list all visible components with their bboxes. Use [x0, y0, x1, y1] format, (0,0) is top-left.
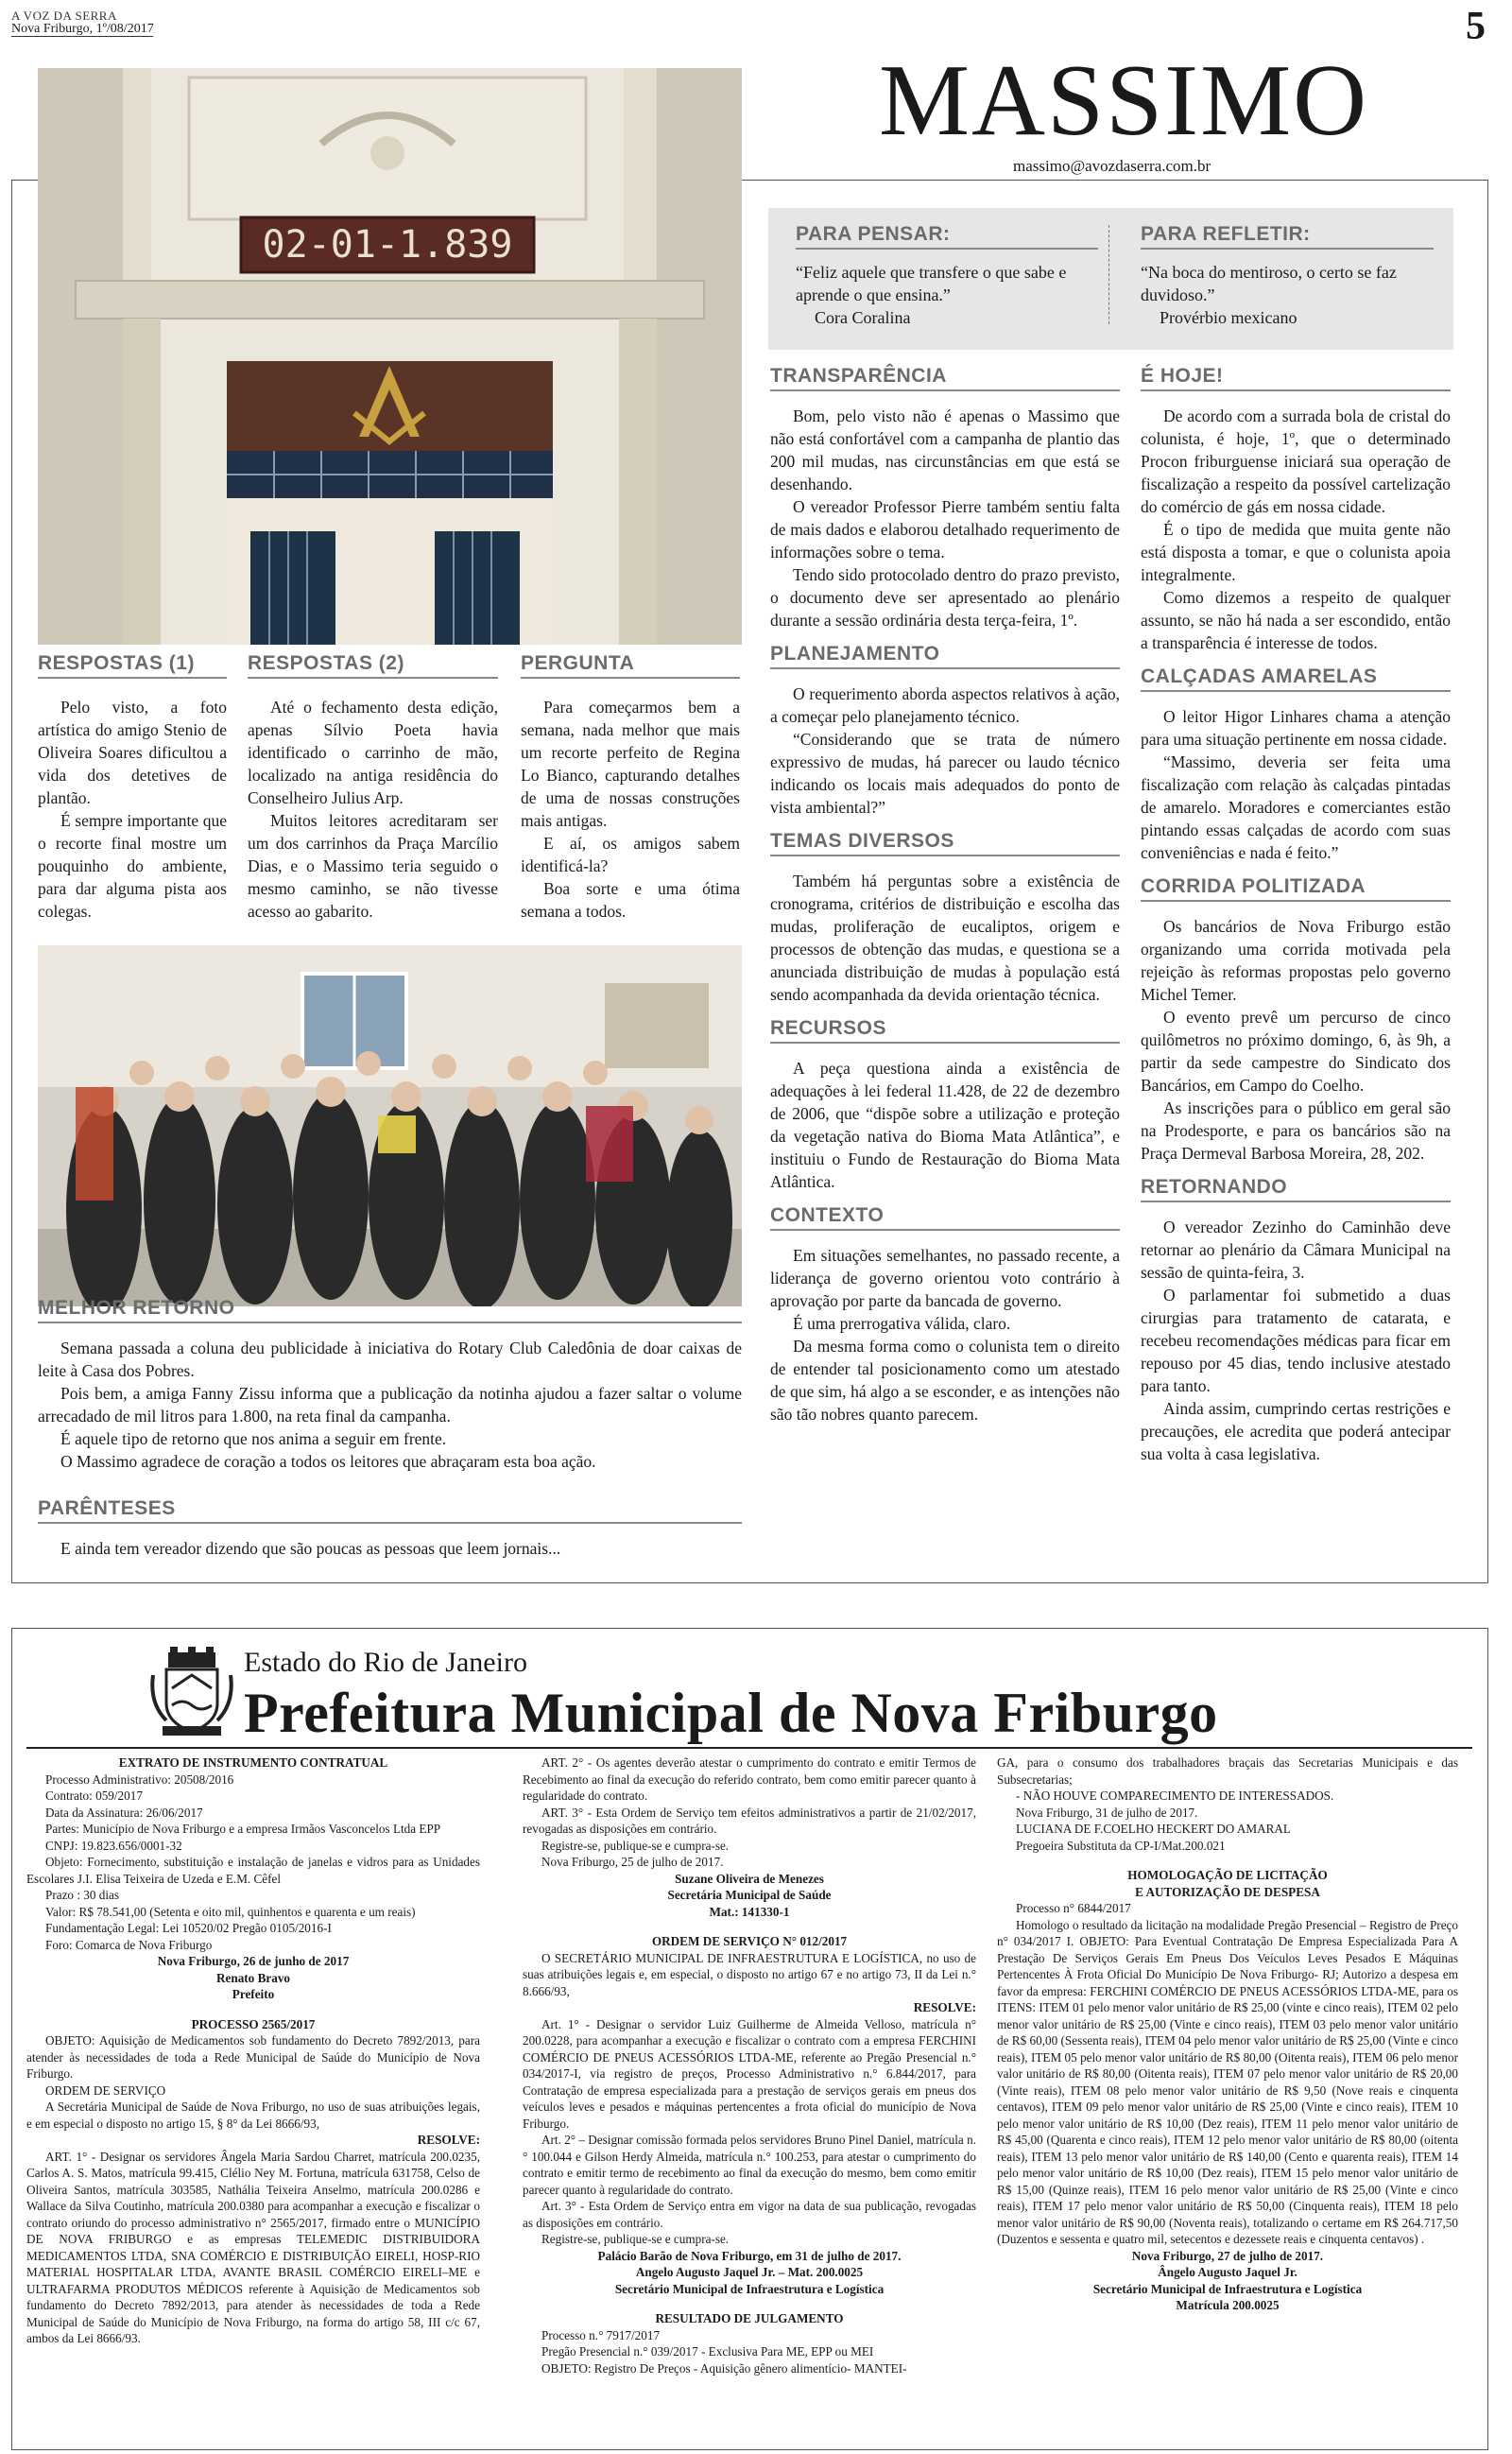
notice-line: Nova Friburgo, 26 de junho de 2017 [157, 1954, 350, 1968]
para-pensar [796, 223, 1098, 329]
notice-line: Processo n° 6844/2017 [1016, 1901, 1131, 1915]
respostas2-title: RESPOSTAS (2) [248, 652, 498, 679]
para-refletir-author: Provérbio mexicano [1160, 308, 1297, 327]
paragraph: Em situações semelhantes, no passado recente, a liderança de governo orientou voto contrário à aprovação por parte da bancada de governo. [770, 1246, 1120, 1310]
page-header [11, 9, 389, 36]
paragraph: O vereador Zezinho do Caminhão deve retornar ao plenário da Câmara Municipal na sessão de quinta-feira, 3. [1141, 1218, 1451, 1282]
notice-line: Nova Friburgo, 31 de julho de 2017. [1016, 1805, 1198, 1820]
prefeitura-state: Estado do Rio de Janeiro [244, 1647, 527, 1678]
notice-line: Registre-se, publique-se e cumpra-se. [541, 2232, 730, 2246]
contexto-title: CONTEXTO [770, 1204, 1120, 1231]
prefeitura-column-2 [523, 1754, 976, 2376]
notice-line: Ângelo Augusto Jaquel Jr. [1158, 2265, 1297, 2279]
notice-line: GA, para o consumo dos trabalhadores braçais das Secretarias Municipais e das Subsecretarias; [997, 1755, 1458, 1787]
respostas1-title: RESPOSTAS (1) [38, 652, 227, 679]
middle-column [770, 365, 1120, 1426]
notice-line: HOMOLOGAÇÃO DE LICITAÇÃO [1127, 1868, 1328, 1882]
notice-line: Contrato: 059/2017 [45, 1789, 143, 1803]
notice-line: Processo n.° 7917/2017 [541, 2327, 661, 2342]
paragraph: Como dizemos a respeito de qualquer assunto, se não há nada a ser escondido, então a transparência é interesse de todos. [1141, 588, 1451, 652]
notice-line: Data da Assinatura: 26/06/2017 [45, 1805, 203, 1820]
notice-line: Art. 2° – Designar comissão formada pelos servidores Bruno Pinel Daniel, matrícula n.° 100.044 e Gilson Herdy Almeida, matrícula n.° 100.253, para atestar o cumprimento do contrato e emitir termo de recebimento ao final da execução do mesmo, bem como emitir parecer quanto à regularidade do contrato. [523, 2133, 976, 2197]
paragraph: Boa sorte e uma ótima semana a todos. [521, 879, 740, 921]
parenteses-section [38, 1497, 742, 1560]
column-title: MASSIMO [879, 44, 1369, 157]
paragraph: O requerimento aborda aspectos relativos à ação, a começar pelo planejamento técnico. [770, 684, 1120, 726]
notice-line: Fundamentação Legal: Lei 10520/02 Pregão 0105/2016-I [45, 1921, 332, 1935]
paragraph: E aí, os amigos sabem identificá-la? [521, 834, 740, 875]
notice-line: Objeto: Fornecimento, substituição e instalação de janelas e vidros para as Unidades Escolares J.I. Elisa Teixeira de Uzeda e E.M. Cêfel [26, 1855, 480, 1886]
notice-line: RESULTADO DE JULGAMENTO [655, 2311, 844, 2325]
recursos-title: RECURSOS [770, 1017, 1120, 1044]
notice-line: Nova Friburgo, 27 de julho de 2017. [1131, 2248, 1324, 2263]
paragraph: “Considerando que se trata de número expressivo de mudas, há parecer ou laudo técnico indicando os locais mais adequados do ponto de vista ambiental?” [770, 730, 1120, 817]
notice-line: Renato Bravo [215, 1970, 291, 1985]
paragraph: É sempre importante que o recorte final mostre um pouquinho do ambiente, para dar alguma pista aos colegas. [38, 811, 227, 921]
para-refletir-title: PARA REFLETIR: [1141, 223, 1434, 250]
page-number: 5 [1466, 5, 1486, 48]
notice-line: RESOLVE: [913, 2000, 976, 2014]
paragraph: Semana passada a coluna deu publicidade à iniciativa do Rotary Club Caledônia de doar caixas de leite à Casa dos Pobres. [38, 1339, 742, 1380]
notice-line: ART. 3° - Esta Ordem de Serviço tem efeitos administrativos a partir de 21/02/2017, revogadas as disposições em contrário. [523, 1805, 976, 1836]
notice-line: Valor: R$ 78.541,00 (Setenta e oito mil, quinhentos e quarenta e um reais) [45, 1904, 416, 1919]
date-line: Nova Friburgo, 1º/08/2017 [11, 22, 154, 36]
paragraph: Bom, pelo visto não é apenas o Massimo que não está confortável com a campanha de plantio das 200 mil mudas, nas circunstâncias em que está se desenhando. [770, 406, 1120, 493]
notice-line: A Secretária Municipal de Saúde de Nova Friburgo, no uso de suas atribuições legais, e em especial o disposto no artigo 15, § 8° da Lei 8666/93, [26, 2100, 480, 2131]
building-photo [38, 68, 742, 645]
notice-line: EXTRATO DE INSTRUMENTO CONTRATUAL [118, 1755, 388, 1770]
melhor-retorno-section [38, 1297, 742, 1473]
notice-line: OBJETO: Aquisição de Medicamentos sob fundamento do Decreto 7892/2013, para atender às necessidades de toda a Rede Municipal de Saúde do Município de Nova Friburgo. [26, 2033, 480, 2081]
paragraph: O parlamentar foi submetido a duas cirurgias para tratamento de catarata, e recebeu recomendações médicas para ficar em repouso por 45 dias, tendo inclusive atestado para tanto. [1141, 1286, 1451, 1395]
paragraph: É o tipo de medida que muita gente não está disposta a tomar, e que o colunista apoia integralmente. [1141, 520, 1451, 584]
paragraph: Muitos leitores acreditaram ser um dos carrinhos da Praça Marcílio Dias, e o Massimo teria seguido o mesmo caminho, se não tivesse acesso ao gabarito. [248, 811, 498, 921]
para-pensar-author: Cora Coralina [815, 308, 911, 327]
paragraph: Ainda assim, cumprindo certas restrições e precauções, ele acredita que poderá antecipar sua volta à casa legislativa. [1141, 1399, 1451, 1463]
melhor-retorno-title: MELHOR RETORNO [38, 1297, 742, 1323]
notice-line: Partes: Município de Nova Friburgo e a empresa Irmãos Vasconcelos Ltda EPP [45, 1822, 441, 1836]
notice-line: Pregão Presencial n.° 039/2017 - Exclusiva Para ME, EPP ou MEI [541, 2344, 874, 2359]
notice-line: Suzane Oliveira de Menezes [675, 1871, 824, 1886]
transparencia-title: TRANSPARÊNCIA [770, 365, 1120, 391]
notice-line: PROCESSO 2565/2017 [191, 2016, 316, 2031]
pergunta-section [521, 652, 740, 923]
notice-line: Homologo o resultado da licitação na modalidade Pregão Presencial – Registro de Preço n° 034/2017 I. OBJETO: Para Eventual Contratação De Empresa Especializada Para A Prestação De Serviços Gerais Em Pneus Dos Veículos Leves Pesados E Máquinas Pertencentes À Frota Oficial Do Município De Nova Friburgo- RJ; Autorizo a despesa em favor da empresa: FERCHINI COMÉRCIO DE PNEUS ACESSÓRIOS LTDA-ME, para os ITENS: ITEM 01 pelo menor valor unitário de R$ 25,00 (vinte e cinco reais), ITEM 02 pelo menor valor unitário de R$ 25,00 (Vinte e cinco reais), ITEM 03 pelo menor valor unitário de R$ 60,00 (Sessenta reais), ITEM 04 pelo menor valor unitário de R$ 25,00 (Vinte e cinco reais), ITEM 05 pelo menor valor unitário de R$ 80,00 (Oitenta reais), ITEM 06 pelo menor valor unitário de R$ 80,00 (Oitenta reais), ITEM 07 pelo menor valor unitário de R$ 20,00 (Vinte reais), ITEM 08 pelo menor valor unitário de R$ 9,50 (Nove reais e cinquenta centavos), ITEM 09 pelo menor valor unitário de R$ 25,00 (Vinte e cinco reais), ITEM 10 pelo menor valor unitário de R$ 10,00 (Dez reais), ITEM 11 pelo menor valor unitário de R$ 45,00 (Quarenta e cinco reais), ITEM 12 pelo menor valor unitário de R$ 80,00 (oitenta reais), ITEM 13 pelo menor valor unitário de R$ 140,00 (Cento e quarenta reais), ITEM 14 pelo menor valor unitário de R$ 10,00 (Dez reais), ITEM 15 pelo menor valor unitário de R$ 15,00 (Quinze reais), ITEM 16 pelo menor valor unitário de R$ 25,00 (Vinte e cinco reais), ITEM 17 pelo menor valor unitário de R$ 50,00 (Cinquenta reais), ITEM 18 pelo menor valor unitário de R$ 90,00 (Noventa reais), totalizando o certame em R$ 264.717,50 (Duzentos e sessenta e quatro mil, setecentos e dezessete reais e cinquenta centavos) . [997, 1917, 1458, 2246]
notice-line: Processo Administrativo: 20508/2016 [45, 1771, 234, 1787]
quotes-divider [1108, 225, 1109, 324]
paragraph: O evento prevê um percurso de cinco quilômetros no próximo domingo, 6, às 9h, a partir da sede campestre do Sindicato dos Bancários, em Campo do Coelho. [1141, 1008, 1451, 1095]
notice-line: ART. 1° - Designar os servidores Ângela Maria Sardou Charret, matrícula 200.0235, Carlos A. S. Matos, matrícula 99.415, Clélio Ney M. Fortuna, matrícula 631758, Celso de Oliveira Santos, matrícula 303585, Nathália Teixeira Anselmo, matrícula 200.0286 e Wallace da Silva Coutinho, matrícula 200.0380 para acompanhar a execução e fiscalizar o contrato oriundo do processo administrativo n° 2565/2017, firmado entre o MUNICÍPIO DE NOVA FRIBURGO e as empresas TELEMEDIC DISTRIBUIDORA MEDICAMENTOS LTDA, SNA COMÉRCIO E DISTRIBUIÇÃO EIRELI, HOSP-RIO MATERIAL HOSPITALAR LTDA, AVANTE BRASIL COMÉRCIO EIRELI–ME e ULTRAFARMA PRODUTOS MÉDICOS referente à Aquisição de Medicamentos sob fundamento do Decreto 7892/2013, para atender às necessidades de toda a Rede Municipal de Saúde do Município de Nova Friburgo, na forma do artigo 58, III c/c 67, ambos da Lei 8666/93. [26, 2149, 480, 2345]
paragraph: É aquele tipo de retorno que nos anima a seguir em frente. [60, 1429, 447, 1448]
paragraph: As inscrições para o público em geral são na Prodesporte, e para os bancários são na Praça Dermeval Barbosa Moreira, 28, 202. [1141, 1098, 1451, 1163]
temas-diversos-title: TEMAS DIVERSOS [770, 830, 1120, 856]
para-refletir [1141, 223, 1434, 329]
e-hoje-title: É HOJE! [1141, 365, 1451, 391]
notice-line: Mat.: 141330-1 [709, 1904, 790, 1919]
paragraph: Pois bem, a amiga Fanny Zissu informa que a publicação da notinha ajudou a fazer saltar o volume arrecadado de mil litros para 1.800, na reta final da campanha. [38, 1384, 742, 1426]
notice-line: Secretário Municipal de Infraestrutura e Logística [614, 2281, 885, 2296]
prefeitura-title: Prefeitura Municipal de Nova Friburgo [244, 1682, 1218, 1744]
notice-line: Nova Friburgo, 25 de julho de 2017. [541, 1855, 724, 1869]
notice-line: O SECRETÁRIO MUNICIPAL DE INFRAESTRUTURA E LOGÍSTICA, no uso de suas atribuições legais e, em especial, o disposto no artigo 67 e no artigo 73, II da Lei n.° 8.666/93, [523, 1950, 976, 1998]
prefeitura-rule [26, 1747, 1472, 1749]
respostas2-section [248, 652, 498, 923]
paragraph: De acordo com a surrada bola de cristal do colunista, é hoje, 1º, que o determinado Procon friburguense iniciará sua operação de fiscalização a respeito da possível cartelização do comércio de gás em nossa cidade. [1141, 406, 1451, 516]
paragraph: A peça questiona ainda a existência de adequações à lei federal 11.428, de 22 de dezembro de 2006, que “dispõe sobre a utilização e proteção da vegetação nativa do Bioma Mata Atlântica”, e instituiu o Fundo de Restauração do Bioma Mata Atlântica. [770, 1059, 1120, 1191]
notice-line: ART. 2° - Os agentes deverão atestar o cumprimento do contrato e emitir Termos de Recebimento ao final da execução do referido contrato, bem como emitir parecer quanto à regularidade do contrato. [523, 1755, 976, 1803]
paragraph: Os bancários de Nova Friburgo estão organizando uma corrida motivada pela rejeição às reformas propostas pelo governo Michel Temer. [1141, 917, 1451, 1004]
newspaper-name: A VOZ DA SERRA [11, 9, 117, 23]
right-column [1141, 365, 1451, 1465]
paragraph: “Massimo, deveria ser feita uma fiscalização com relação às calçadas pintadas de amarelo. Moradores e comerciantes estão pintando essas calçadas de acordo com suas conveniências e nada é feito.” [1141, 752, 1451, 862]
group-photo [38, 945, 742, 1306]
notice-line [523, 1920, 976, 1933]
notice-line: Pregoeira Substituta da CP-I/Mat.200.021 [1016, 1838, 1226, 1853]
notice-line [523, 2297, 976, 2310]
paragraph: Pelo visto, a foto artística do amigo Stenio de Oliveira Soares dificultou a vida dos detetives de plantão. [38, 698, 227, 807]
parenteses-title: PARÊNTESES [38, 1497, 742, 1524]
paragraph: O vereador Professor Pierre também sentiu falta de mais dados e elaborou detalhado requerimento de informações sobre o tema. [770, 497, 1120, 562]
para-refletir-quote: “Na boca do mentiroso, o certo se faz duvidoso.” [1141, 263, 1397, 304]
corrida-title: CORRIDA POLITIZADA [1141, 875, 1451, 902]
notice-line: OBJETO: Registro De Preços - Aquisição gênero alimentício- MANTEI- [541, 2360, 907, 2376]
respostas1-section [38, 652, 227, 923]
retornando-title: RETORNANDO [1141, 1176, 1451, 1202]
paragraph: Até o fechamento desta edição, apenas Sílvio Poeta havia identificado o carrinho de mão, localizado na antiga residência do Conselheiro Julius Arp. [248, 698, 498, 807]
paragraph: Tendo sido protocolado dentro do prazo previsto, o documento deve ser apresentado ao plenário durante a sessão ordinária desta terça-feira, 1º. [770, 565, 1120, 630]
notice-line: ORDEM DE SERVIÇO N° 012/2017 [651, 1934, 848, 1948]
notice-line: Secretária Municipal de Saúde [667, 1888, 832, 1902]
coat-of-arms-icon [149, 1647, 234, 1737]
notice-line: Art. 1° - Designar o servidor Luiz Guilherme de Almeida Velloso, matrícula n° 200.0228, para acompanhar a execução e fiscalizar o contrato com a empresa FERCHINI COMÉRCIO DE PNEUS ACESSÓRIOS LTDA-ME, referente ao Pregão Presencial n.° 034/2017-I, via registro de preços, Processo Administrativo n.° 6.844/2017, para Contratação de empresa especializada para a prestação de serviços gerais em pneus dos veículos leves e pesados e máquinas pertencentes a frota oficial do município de Nova Friburgo. [523, 2016, 976, 2131]
paragraph: Também há perguntas sobre a existência de cronograma, critérios de distribuição e escolha das mudas, proliferação de eucaliptos, origem e processos de obtenção das mudas, e questiona se a anunciada distribuição de mudas à população está sendo acompanhada da devida orientação técnica. [770, 872, 1120, 1004]
group-photo-illustration [38, 945, 742, 1306]
column-email[interactable]: massimo@avozdaserra.com.br [1013, 157, 1211, 175]
notice-line: Secretário Municipal de Infraestrutura e Logística [1092, 2281, 1363, 2296]
para-pensar-quote: “Feliz aquele que transfere o que sabe e aprende o que ensina.” [796, 263, 1067, 304]
notice-line: Palácio Barão de Nova Friburgo, em 31 de julho de 2017. [597, 2248, 902, 2263]
header-rule [11, 36, 153, 37]
planejamento-title: PLANEJAMENTO [770, 643, 1120, 669]
notice-line: Art. 3° - Esta Ordem de Serviço entra em vigor na data de sua publicação, revogadas as disposições em contrário. [523, 2199, 976, 2230]
plaque-text: 02-01-1.839 [262, 223, 513, 267]
notice-line: Matrícula 200.0025 [1176, 2298, 1280, 2312]
notice-line: Prefeito [232, 1987, 275, 2001]
building-facade-illustration [38, 68, 742, 645]
prefeitura-column-1 [26, 1754, 480, 2347]
notice-line: Prazo : 30 dias [45, 1888, 120, 1902]
notice-line: Angelo Augusto Jaquel Jr. – Mat. 200.0025 [635, 2265, 864, 2279]
calcadas-title: CALÇADAS AMARELAS [1141, 665, 1451, 692]
notice-line: ORDEM DE SERVIÇO [45, 2082, 166, 2098]
paragraph: É uma prerrogativa válida, claro. [793, 1314, 1011, 1333]
pergunta-title: PERGUNTA [521, 652, 740, 679]
para-pensar-title: PARA PENSAR: [796, 223, 1098, 250]
paragraph: O Massimo agradece de coração a todos os leitores que abraçaram esta boa ação. [60, 1452, 596, 1471]
notice-line: - NÃO HOUVE COMPARECIMENTO DE INTERESSADOS. [1016, 1789, 1334, 1803]
notice-line: RESOLVE: [417, 2133, 480, 2147]
notice-line [26, 2003, 480, 2016]
notice-line [997, 1854, 1458, 1867]
paragraph: Para começarmos bem a semana, nada melhor que mais um recorte perfeito de Regina Lo Bianco, capturando detalhes de uma de nossas construções mais antigas. [521, 698, 740, 830]
notice-line: CNPJ: 19.823.656/0001-32 [45, 1838, 182, 1853]
paragraph: E ainda tem vereador dizendo que são poucas as pessoas que leem jornais... [60, 1539, 561, 1558]
notice-line: Registre-se, publique-se e cumpra-se. [541, 1838, 730, 1853]
notice-line: Foro: Comarca de Nova Friburgo [45, 1937, 213, 1952]
prefeitura-column-3 [997, 1754, 1458, 2314]
paragraph: Da mesma forma como o colunista tem o direito de entender tal posicionamento como um atestado de que sim, há algo a se esconder, e as intenções não são tão nobres quanto parecem. [770, 1337, 1120, 1424]
notice-line: LUCIANA DE F.COELHO HECKERT DO AMARAL [1016, 1822, 1291, 1836]
paragraph: O leitor Higor Linhares chama a atenção para uma situação pertinente em nossa cidade. [1141, 707, 1451, 749]
notice-line: E AUTORIZAÇÃO DE DESPESA [1135, 1884, 1320, 1899]
